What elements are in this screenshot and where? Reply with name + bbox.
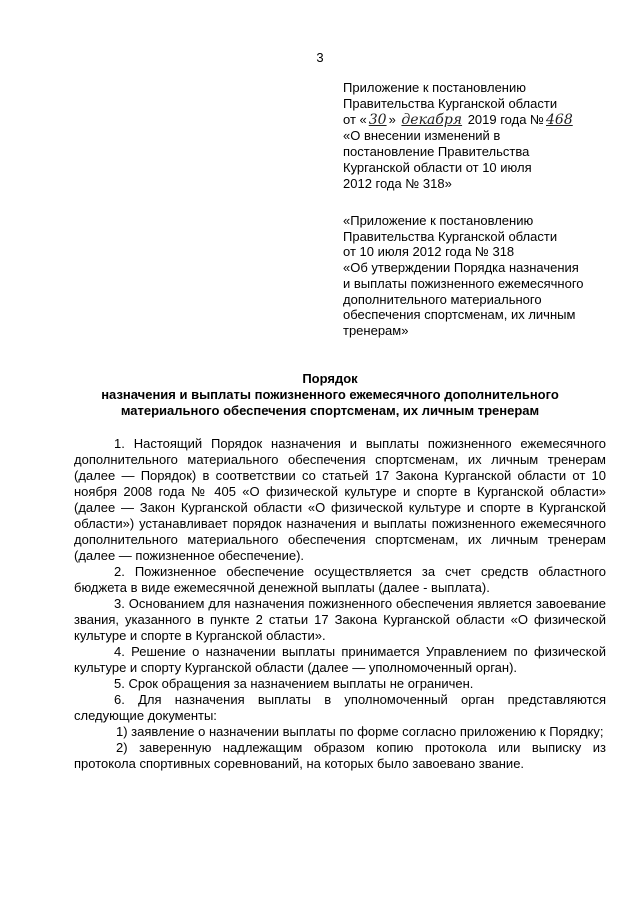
appendix2-line-1: «Приложение к постановлению xyxy=(343,213,534,228)
date-year: 2019 года № xyxy=(464,112,544,127)
document-title xyxy=(60,371,600,419)
title-line-1: Порядок xyxy=(302,371,358,386)
paragraph-6: 6. Для назначения выплаты в уполномоченный орган представляются следующие документы: xyxy=(74,692,606,723)
title-line-3: материального обеспечения спортсменам, их личным тренерам xyxy=(120,403,540,418)
date-mid: » xyxy=(388,112,400,127)
appendix2-line-8: тренерам» xyxy=(343,322,409,338)
handwritten-day: 30 xyxy=(368,112,387,128)
appendix-original-header xyxy=(343,213,618,339)
paragraph-1: 1. Настоящий Порядок назначения и выплаты пожизненного ежемесячного дополнительного материального обеспечения спортсменам, их личным тренерам (далее — Порядок) в соответствии со статьей 17 Закона Курганской области от 10 ноября 2008 года № 405 «О физической культуре и спорте в Курганской области» (далее — Закон Курганской области «О физической культуре и спорте в Курганской области») устанавливает порядок назначения и выплаты пожизненного ежемесячного дополнительного материального обеспечения спортсменам, их личным тренерам (далее — пожизненное обеспечение). xyxy=(74,436,606,563)
appendix2-line-3: от 10 июля 2012 года № 318 xyxy=(343,244,515,260)
title-line-2: назначения и выплаты пожизненного ежемесячного дополнительного xyxy=(101,387,559,402)
paragraph-5: 5. Срок обращения за назначением выплаты не ограничен. xyxy=(114,676,474,691)
appendix-line-1: Приложение к постановлению xyxy=(343,80,526,95)
appendix-line-4: «О внесении изменений в xyxy=(343,128,501,143)
appendix2-line-4: «Об утверждении Порядка назначения xyxy=(343,260,579,276)
paragraph-6-item-2: 2) заверенную надлежащим образом копию протокола или выписку из протокола спортивных соревнований, на которых было завоевано звание. xyxy=(74,740,606,771)
paragraph-4: 4. Решение о назначении выплаты принимается Управлением по физической культуре и спорту Курганской области (далее — уполномоченный орган). xyxy=(74,644,606,675)
paragraph-6-item-1: 1) заявление о назначении выплаты по форме согласно приложению к Порядку; xyxy=(116,724,604,739)
paragraph-3: 3. Основанием для назначения пожизненного обеспечения является завоевание звания, указанного в пункте 2 статьи 17 Закона Курганской области «О физической культуре и спорте в Курганской области». xyxy=(74,596,606,643)
handwritten-month: декабря xyxy=(401,112,463,128)
handwritten-number: 468 xyxy=(546,112,573,128)
appendix-line-7: 2012 года № 318» xyxy=(343,176,452,191)
appendix2-line-6: дополнительного материального xyxy=(343,291,542,307)
appendix2-line-2: Правительства Курганской области xyxy=(343,228,558,244)
appendix-line-5: постановление Правительства xyxy=(343,144,530,159)
page-number: 3 xyxy=(316,50,324,65)
appendix-header xyxy=(343,80,618,192)
document-body xyxy=(74,436,606,772)
paragraph-2: 2. Пожизненное обеспечение осуществляется за счет средств областного бюджета в виде ежемесячной денежной выплаты (далее - выплата). xyxy=(74,564,606,595)
date-prefix: от « xyxy=(343,112,367,127)
appendix-line-6: Курганской области от 10 июля xyxy=(343,160,532,175)
appendix-line-2: Правительства Курганской области xyxy=(343,96,558,111)
appendix2-line-5: и выплаты пожизненного ежемесячного xyxy=(343,275,584,291)
appendix-date-line xyxy=(343,112,618,128)
appendix2-line-7: обеспечения спортсменам, их личным xyxy=(343,307,576,323)
